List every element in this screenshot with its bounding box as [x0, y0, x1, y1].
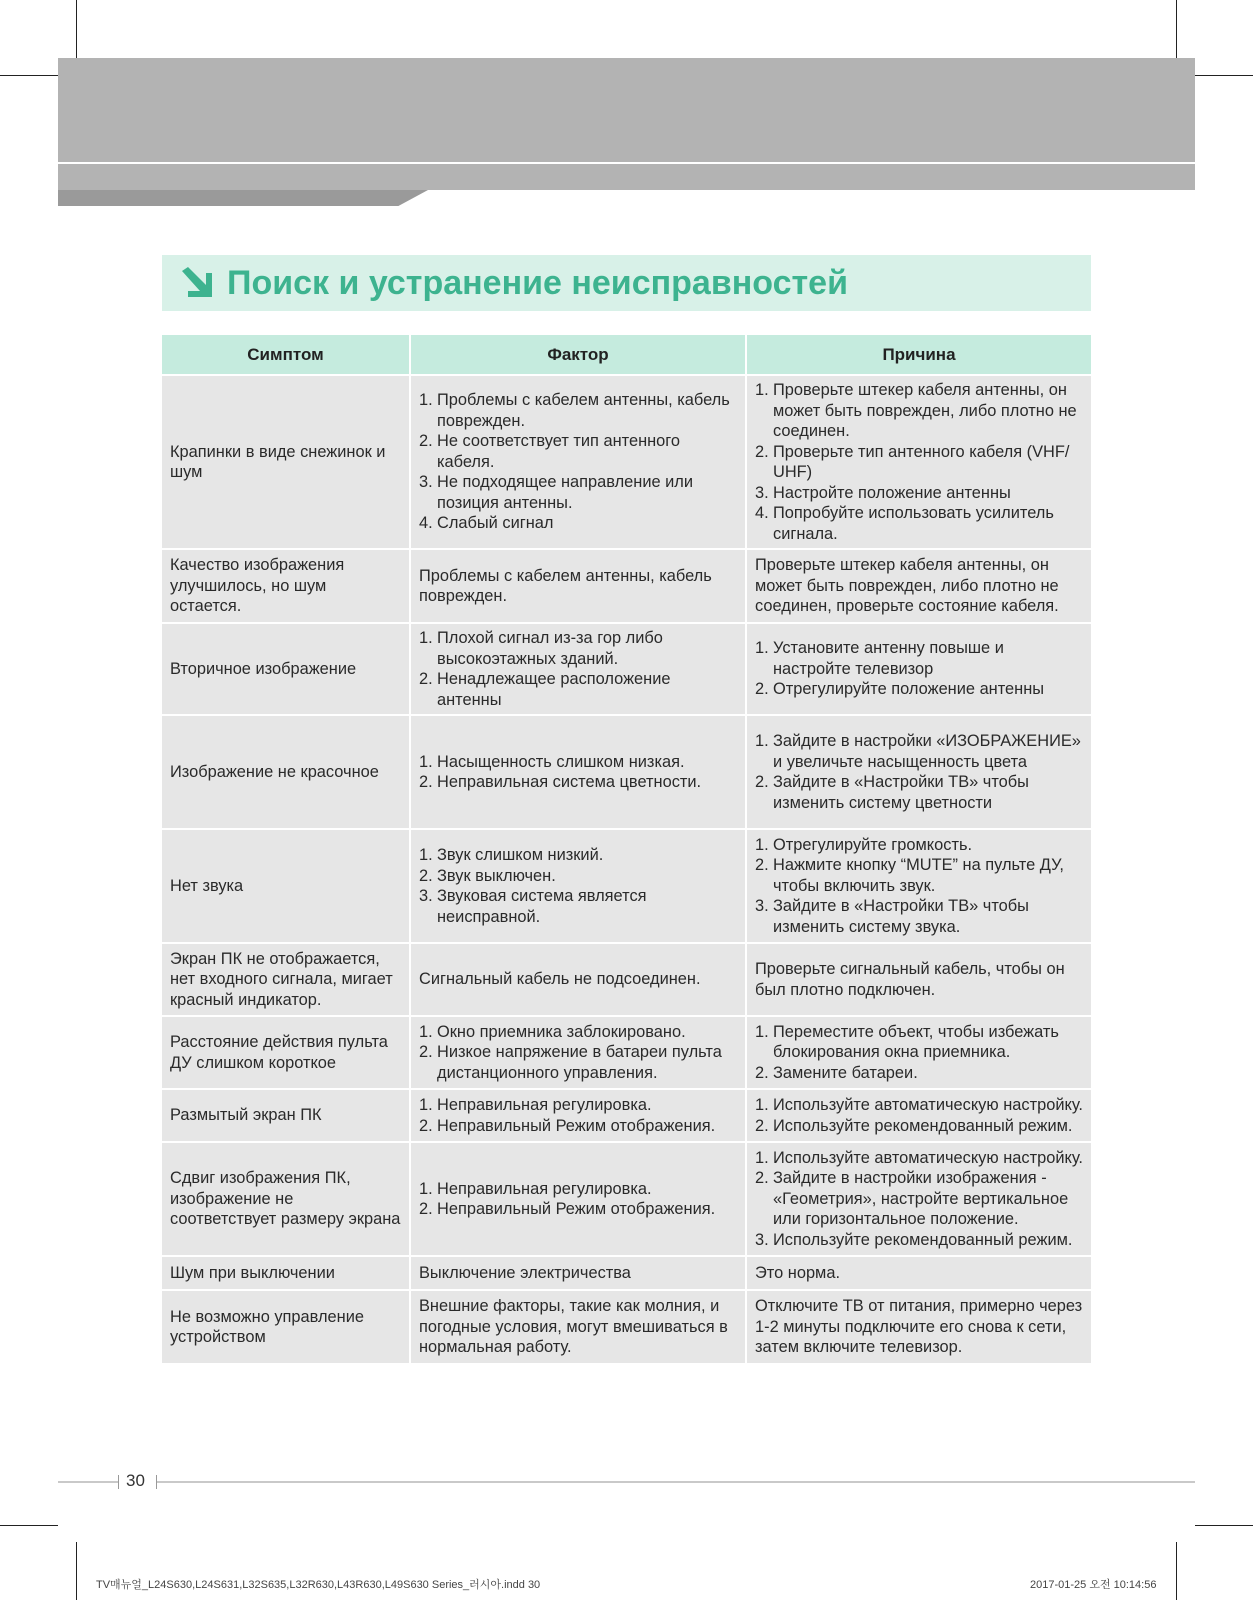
crop-mark	[0, 75, 58, 76]
symptom-cell: Изображение не красочное	[162, 716, 411, 830]
list-item-text: Неправильная система цветности.	[437, 773, 702, 791]
table-row	[162, 1143, 1091, 1257]
cause-cell-list	[755, 638, 1083, 700]
symptom-cell: Шум при выключении	[162, 1257, 411, 1291]
list-item	[755, 1095, 1083, 1116]
list-number: 2.	[419, 773, 433, 791]
table-row	[162, 376, 1091, 550]
factor-cell	[411, 376, 747, 550]
troubleshooting-table	[162, 335, 1091, 1365]
list-item-text: Отрегулируйте громкость.	[773, 835, 973, 854]
list-item-text: Неправильный Режим отображения.	[437, 1200, 716, 1218]
cause-cell	[747, 1017, 1091, 1090]
list-item-text: Низкое напряжение в батареи пульта дистанционного управления.	[437, 1043, 722, 1082]
list-item	[419, 628, 737, 669]
list-number: 1.	[419, 1096, 433, 1114]
list-number: 2.	[419, 670, 433, 688]
table-row	[162, 1257, 1091, 1291]
list-item	[755, 1168, 1083, 1230]
list-item-text: Нажмите кнопку “MUTE” на пульте ДУ, чтобы включить звук.	[773, 856, 1064, 895]
list-item-text: Замените батареи.	[773, 1063, 918, 1082]
symptom-cell: Качество изображения улучшилось, но шум остается.	[162, 550, 411, 624]
page-title: Поиск и устранение неисправностей	[227, 264, 848, 302]
list-item-text: Не соответствует тип антенного кабеля.	[437, 432, 681, 471]
list-item-text: Установите антенну повыше и настройте телевизор	[773, 639, 1004, 678]
list-item-text: Зайдите в «Настройки ТВ» чтобы изменить систему звука.	[773, 897, 1029, 936]
header-band-lower	[58, 164, 1195, 190]
list-item	[419, 772, 737, 793]
column-header-symptom: Симптом	[162, 335, 411, 376]
list-item	[419, 513, 737, 534]
list-item	[419, 1022, 737, 1043]
table-header-row	[162, 335, 1091, 376]
table-row	[162, 624, 1091, 716]
list-item-text: Звук выключен.	[437, 866, 556, 885]
list-item-text: Зайдите в «Настройки ТВ» чтобы изменить систему цветности	[773, 773, 1029, 812]
list-item	[755, 1148, 1083, 1169]
list-number: 2.	[755, 1063, 769, 1082]
list-number: 1.	[755, 1096, 769, 1114]
list-item-text: Используйте рекомендованный режим.	[773, 1230, 1073, 1249]
factor-cell	[411, 1143, 747, 1257]
list-number: 3.	[419, 887, 433, 905]
list-number: 1.	[419, 1179, 433, 1198]
list-item	[419, 1199, 737, 1220]
factor-cell: Проблемы с кабелем антенны, кабель поврежден.	[411, 550, 747, 624]
table-row	[162, 1291, 1091, 1365]
section-title-bar	[162, 255, 1091, 311]
print-slug-file: TV매뉴얼_L24S630,L24S631,L32S635,L32R630,L43R630,L49S630 Series_러시아.indd 30	[96, 1579, 541, 1591]
table-row	[162, 1017, 1091, 1090]
list-item	[755, 1116, 1083, 1137]
factor-cell	[411, 1017, 747, 1090]
list-number: 4.	[419, 514, 433, 533]
list-item	[419, 472, 737, 513]
list-item	[419, 752, 737, 773]
list-number: 1.	[755, 1148, 769, 1167]
page-number-tick	[118, 1475, 119, 1489]
column-header-factor: Фактор	[411, 335, 747, 376]
cause-cell-list	[755, 1022, 1083, 1084]
list-item-text: Зайдите в настройки изображения - «Геометрия», настройте вертикальное или горизонтальное положение.	[773, 1169, 1069, 1229]
list-item	[419, 1095, 737, 1116]
list-item-text: Используйте автоматическую настройку.	[773, 1148, 1083, 1167]
list-item-text: Слабый сигнал	[437, 514, 554, 533]
list-item-text: Плохой сигнал из-за гор либо высокоэтажных зданий.	[437, 629, 663, 668]
list-item	[755, 503, 1083, 544]
list-item	[419, 1179, 737, 1200]
list-number: 2.	[419, 866, 433, 885]
list-item	[755, 380, 1083, 442]
list-item	[755, 638, 1083, 679]
table-row	[162, 830, 1091, 944]
cause-cell-list	[755, 835, 1083, 938]
list-number: 1.	[755, 381, 769, 399]
factor-cell	[411, 1090, 747, 1143]
crop-mark	[1195, 75, 1253, 76]
cause-cell-list	[755, 380, 1083, 544]
list-number: 3.	[755, 483, 769, 502]
list-number: 2.	[755, 856, 769, 875]
list-item	[419, 886, 737, 927]
list-item	[419, 1116, 737, 1137]
factor-cell: Внешние факторы, такие как молния, и погодные условия, могут вмешиваться в нормальная работу.	[411, 1291, 747, 1365]
factor-cell	[411, 830, 747, 944]
list-item-text: Окно приемника заблокировано.	[437, 1022, 686, 1041]
list-item-text: Насыщенность слишком низкая.	[437, 752, 685, 771]
list-item	[419, 390, 737, 431]
list-item-text: Настройте положение антенны	[773, 483, 1011, 502]
factor-cell-list	[419, 1095, 737, 1136]
list-item	[755, 835, 1083, 856]
cause-cell-list	[755, 1148, 1083, 1251]
list-number: 2.	[419, 432, 433, 451]
list-number: 1.	[755, 639, 769, 658]
list-item-text: Неправильный Режим отображения.	[437, 1116, 716, 1135]
factor-cell-list	[419, 1022, 737, 1084]
list-number: 1.	[755, 835, 769, 854]
list-number: 1.	[755, 732, 769, 750]
list-item	[755, 1022, 1083, 1063]
cause-cell	[747, 624, 1091, 716]
table-row	[162, 1090, 1091, 1143]
factor-cell-list	[419, 752, 737, 793]
list-item-text: Не подходящее направление или позиция антенны.	[437, 473, 694, 512]
column-header-cause: Причина	[747, 335, 1091, 376]
cause-cell	[747, 830, 1091, 944]
list-number: 2.	[419, 1116, 433, 1135]
list-item-text: Проблемы с кабелем антенны, кабель поврежден.	[437, 391, 730, 430]
crop-mark	[1195, 1525, 1253, 1526]
symptom-cell: Вторичное изображение	[162, 624, 411, 716]
cause-cell-list	[755, 731, 1083, 813]
page-number: 30	[126, 1471, 145, 1490]
factor-cell-list	[419, 390, 737, 534]
list-number: 1.	[419, 629, 433, 647]
arrow-down-right-icon	[180, 265, 212, 299]
list-item	[419, 1042, 737, 1083]
list-number: 2.	[419, 1200, 433, 1218]
list-item-text: Ненадлежащее расположение антенны	[437, 670, 671, 709]
table-row	[162, 550, 1091, 624]
list-item	[755, 855, 1083, 896]
list-item	[755, 483, 1083, 504]
list-item-text: Попробуйте использовать усилитель сигнала.	[773, 504, 1054, 543]
list-number: 3.	[755, 897, 769, 916]
list-number: 2.	[755, 1169, 769, 1188]
factor-cell-list	[419, 1179, 737, 1220]
list-item-text: Отрегулируйте положение антенны	[773, 680, 1045, 699]
symptom-cell: Расстояние действия пульта ДУ слишком короткое	[162, 1017, 411, 1090]
table-row	[162, 716, 1091, 830]
list-number: 3.	[419, 473, 433, 492]
cause-cell: Отключите ТВ от питания, примерно через 1-2 минуты подключите его снова к сети, затем включите телевизор.	[747, 1291, 1091, 1365]
cause-cell: Проверьте сигнальный кабель, чтобы он был плотно подключен.	[747, 944, 1091, 1017]
factor-cell	[411, 624, 747, 716]
symptom-cell: Нет звука	[162, 830, 411, 944]
crop-mark	[1176, 1542, 1177, 1600]
list-item-text: Используйте автоматическую настройку.	[773, 1096, 1083, 1114]
list-item	[755, 679, 1083, 700]
cause-cell	[747, 716, 1091, 830]
header-band	[58, 58, 1195, 162]
list-item-text: Звуковая система является неисправной.	[437, 887, 647, 926]
list-item	[755, 1063, 1083, 1084]
list-number: 2.	[755, 1116, 769, 1135]
crop-mark	[76, 0, 77, 58]
list-number: 3.	[755, 1230, 769, 1249]
list-item	[755, 1230, 1083, 1251]
cause-cell	[747, 1143, 1091, 1257]
list-number: 1.	[419, 752, 433, 771]
header-tab	[58, 190, 428, 206]
list-item-text: Звук слишком низкий.	[437, 846, 604, 864]
list-item-text: Проверьте тип антенного кабеля (VHF/ UHF)	[773, 442, 1070, 481]
list-item-text: Переместите объект, чтобы избежать блокирования окна приемника.	[773, 1022, 1059, 1062]
list-item-text: Проверьте штекер кабеля антенны, он может быть поврежден, либо плотно не соединен.	[773, 381, 1077, 440]
list-number: 1.	[755, 1022, 769, 1041]
list-number: 1.	[419, 1022, 433, 1041]
cause-cell: Проверьте штекер кабеля антенны, он может быть поврежден, либо плотно не соединен, проверьте состояние кабеля.	[747, 550, 1091, 624]
list-number: 1.	[419, 391, 433, 410]
list-number: 1.	[419, 846, 433, 864]
factor-cell: Выключение электричества	[411, 1257, 747, 1291]
list-item	[755, 896, 1083, 937]
list-number: 2.	[419, 1043, 433, 1062]
list-number: 2.	[755, 680, 769, 699]
crop-mark	[0, 1525, 58, 1526]
cause-cell-list	[755, 1095, 1083, 1136]
list-item	[419, 431, 737, 472]
list-item-text: Используйте рекомендованный режим.	[773, 1116, 1073, 1135]
list-item	[419, 845, 737, 866]
symptom-cell: Размытый экран ПК	[162, 1090, 411, 1143]
list-item	[419, 669, 737, 710]
factor-cell	[411, 716, 747, 830]
symptom-cell: Не возможно управление устройством	[162, 1291, 411, 1365]
factor-cell: Сигнальный кабель не подсоединен.	[411, 944, 747, 1017]
crop-mark	[76, 1542, 77, 1600]
footer-rule	[58, 1481, 1195, 1483]
list-item	[755, 731, 1083, 772]
table-row	[162, 944, 1091, 1017]
list-number: 4.	[755, 504, 769, 522]
list-item	[755, 442, 1083, 483]
crop-mark	[1176, 0, 1177, 58]
cause-cell	[747, 376, 1091, 550]
print-slug-date: 2017-01-25 오전 10:14:56	[1030, 1579, 1157, 1591]
list-number: 2.	[755, 442, 769, 461]
list-number: 2.	[755, 773, 769, 791]
symptom-cell: Крапинки в виде снежинок и шум	[162, 376, 411, 550]
list-item	[755, 772, 1083, 813]
cause-cell	[747, 1090, 1091, 1143]
list-item-text: Неправильная регулировка.	[437, 1096, 652, 1114]
list-item-text: Неправильная регулировка.	[437, 1179, 652, 1198]
list-item-text: Зайдите в настройки «ИЗОБРАЖЕНИЕ» и увеличьте насыщенность цвета	[773, 732, 1081, 771]
symptom-cell: Сдвиг изображения ПК, изображение не соответствует размеру экрана	[162, 1143, 411, 1257]
factor-cell-list	[419, 845, 737, 927]
page-number-tick	[156, 1475, 157, 1489]
cause-cell: Это норма.	[747, 1257, 1091, 1291]
factor-cell-list	[419, 628, 737, 710]
list-item	[419, 866, 737, 887]
symptom-cell: Экран ПК не отображается, нет входного сигнала, мигает красный индикатор.	[162, 944, 411, 1017]
